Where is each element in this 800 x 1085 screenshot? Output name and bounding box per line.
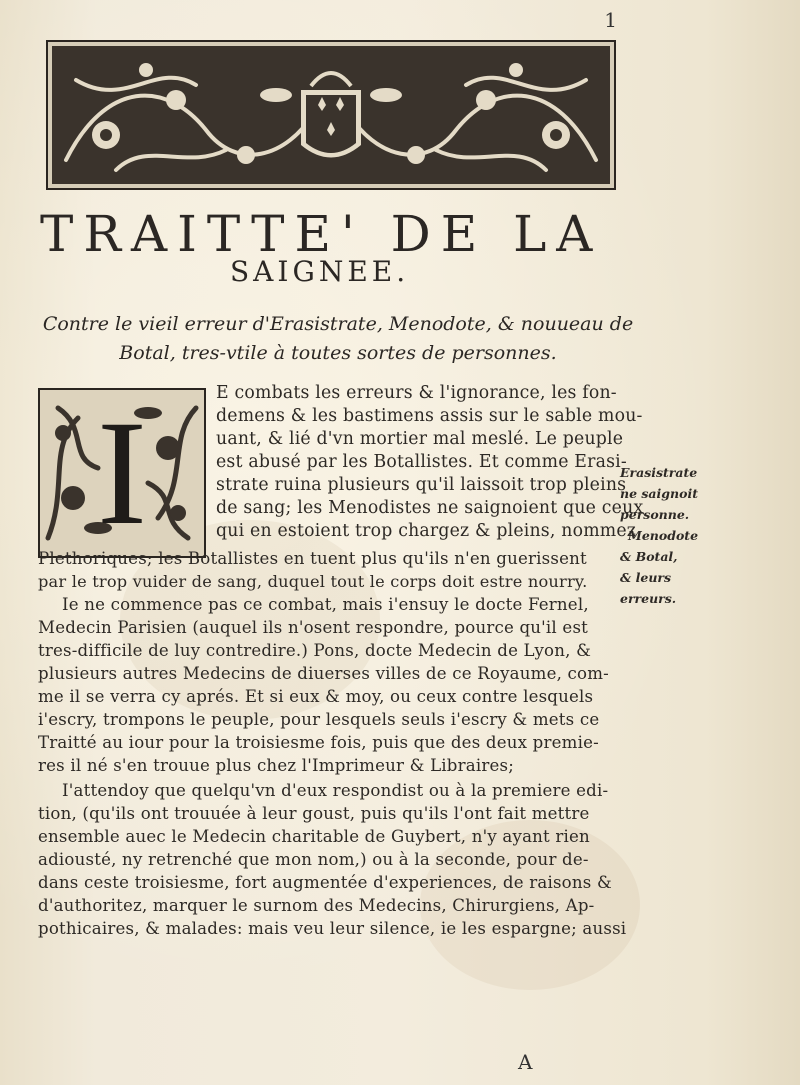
marginal-note: & Botal, — [620, 549, 678, 564]
text-line: tion, (qu'ils ont trouuée à leur goust, puis qu'ils l'ont fait mettre — [38, 804, 590, 823]
text-line: d'authoritez, marquer le surnom des Medecins, Chirurgiens, Ap- — [38, 896, 595, 915]
text-line: Medecin Parisien (auquel ils n'osent respondre, pource qu'il est — [38, 618, 589, 637]
text-line: Plethoriques; les Botallistes en tuent plus qu'ils n'en guerissent — [38, 549, 587, 568]
text-line: Traitté au iour pour la troisiesme fois, puis que des deux premie- — [38, 733, 599, 752]
text-line: demens & les bastimens assis sur le sable mou- — [216, 406, 643, 426]
marginal-note: personne. — [620, 507, 690, 522]
text-line: plusieurs autres Medecins de diuerses villes de ce Royaume, com- — [38, 664, 609, 683]
text-line: de sang; les Menodistes ne saignoient que ceux — [216, 498, 644, 518]
text-line: tres-difficile de luy contredire.) Pons, docte Medecin de Lyon, & — [38, 641, 592, 660]
text-line: E combats les erreurs & l'ignorance, les fon- — [216, 383, 617, 403]
text-line: est abusé par les Botallistes. Et comme Erasi- — [216, 452, 627, 472]
marginal-note: & leurs — [620, 570, 672, 585]
text-line: i'escry, trompons le peuple, pour lesquels seuls i'escry & mets ce — [38, 710, 600, 729]
text-line: dans ceste troisiesme, fort augmentée d'experiences, de raisons & — [38, 873, 612, 892]
text-line: adiousté, ny retrenché que mon nom,) ou à la seconde, pour de- — [38, 850, 589, 869]
text-line: ensemble auec le Medecin charitable de Guybert, n'y ayant rien — [38, 827, 590, 846]
initial-letter: I — [97, 390, 147, 556]
dedication-line-2: Botal, tres-vtile à toutes sortes de personnes. — [119, 342, 557, 364]
catchword-signature: A — [518, 1050, 533, 1074]
dedication-line-1: Contre le vieil erreur d'Erasistrate, Menodote, & nouueau de — [42, 313, 634, 335]
text-line: I'attendoy que quelqu'vn d'eux respondist ou à la premiere edi- — [62, 781, 609, 800]
text-line: res il né s'en trouue plus chez l'Imprimeur & Libraires; — [38, 756, 515, 775]
text-line: pothicaires, & malades: mais veu leur silence, ie les espargne; aussi — [38, 919, 627, 938]
text-line: qui en estoient trop chargez & pleins, nommez — [216, 521, 637, 541]
text-line: par le trop vuider de sang, duquel tout le corps doit estre nourry. — [38, 572, 588, 591]
text-line: strate ruina plusieurs qu'il laissoit trop pleins — [216, 475, 627, 495]
marginal-note: Menodote — [628, 528, 699, 543]
page-title: TRAITTE' DE LA — [40, 205, 603, 263]
page-subtitle: SAIGNEE. — [230, 255, 410, 288]
page-number: 1 — [604, 8, 617, 32]
text-line: Ie ne commence pas ce combat, mais i'ensuy le docte Fernel, — [62, 595, 589, 614]
ornamental-headpiece-icon — [46, 40, 616, 190]
floriated-initial — [38, 388, 206, 558]
text-line: me il se verra cy aprés. Et si eux & moy, ou ceux contre lesquels — [38, 687, 594, 706]
marginal-note: erreurs. — [620, 591, 677, 606]
marginal-note: ne saignoit — [620, 486, 698, 501]
marginal-note: Erasistrate — [620, 465, 698, 480]
text-line: uant, & lié d'vn mortier mal meslé. Le peuple — [216, 429, 624, 449]
